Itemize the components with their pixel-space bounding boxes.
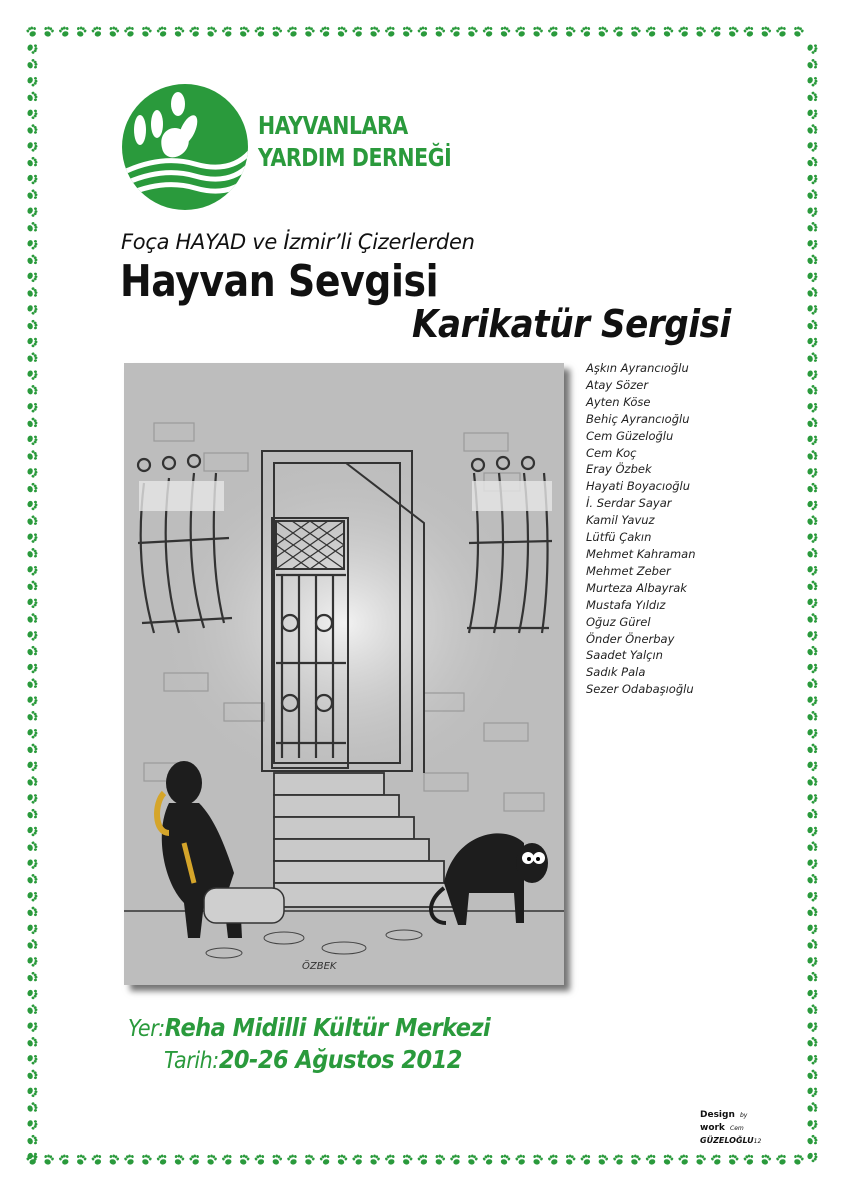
artist-name: Mehmet Kahraman — [586, 546, 696, 561]
paw-print-icon — [26, 254, 39, 267]
paw-print-icon — [123, 25, 136, 38]
paw-print-icon — [806, 42, 819, 55]
paw-print-icon — [26, 727, 39, 740]
paw-print-icon — [26, 352, 39, 365]
paw-print-icon — [26, 466, 39, 479]
paw-print-icon — [482, 1153, 495, 1166]
paw-print-icon — [26, 286, 39, 299]
artist-name: Lütfü Çakın — [586, 530, 652, 545]
title-line-2: Karikatür Sergisi — [412, 302, 731, 346]
paw-print-icon — [26, 42, 39, 55]
artist-name: Sezer Odabaşıoğlu — [586, 682, 694, 697]
paw-print-icon — [806, 922, 819, 935]
paw-print-icon — [26, 955, 39, 968]
paw-print-icon — [26, 515, 39, 528]
paw-print-icon — [806, 547, 819, 560]
paw-print-icon — [806, 792, 819, 805]
paw-print-icon — [629, 25, 642, 38]
paw-print-icon — [466, 25, 479, 38]
paw-print-icon — [792, 1153, 805, 1166]
artist-name: Kamil Yavuz — [586, 513, 655, 528]
paw-print-icon — [806, 873, 819, 886]
credit-surname: GÜZELOĞLU — [700, 1136, 754, 1145]
paw-print-icon — [26, 221, 39, 234]
artist-name: Saadet Yalçın — [586, 648, 663, 663]
paw-print-icon — [806, 221, 819, 234]
paw-print-icon — [26, 205, 39, 218]
paw-print-icon — [352, 25, 365, 38]
paw-print-icon — [26, 971, 39, 984]
paw-print-icon — [26, 873, 39, 886]
date — [164, 1045, 462, 1074]
artists-list — [586, 360, 696, 698]
logo-line-2: YARDIM DERNEĞİ — [258, 143, 452, 172]
venue-label: Yer: — [128, 1016, 165, 1042]
paw-print-icon — [26, 417, 39, 430]
paw-print-icon — [26, 825, 39, 838]
artist-name: Behiç Ayrancıoğlu — [586, 411, 690, 426]
paw-print-icon — [205, 25, 218, 38]
paw-print-icon — [26, 433, 39, 446]
artist-name: Önder Önerbay — [586, 631, 675, 646]
paw-print-icon — [596, 25, 609, 38]
subtitle: Foça HAYAD ve İzmir’li Çizerlerden — [121, 230, 475, 254]
paw-print-icon — [743, 25, 756, 38]
paw-print-icon — [26, 75, 39, 88]
paw-print-icon — [806, 417, 819, 430]
paw-print-icon — [806, 727, 819, 740]
paw-print-icon — [806, 596, 819, 609]
paw-print-icon — [26, 678, 39, 691]
paw-print-icon — [806, 938, 819, 951]
paw-print-icon — [806, 678, 819, 691]
paw-print-icon — [368, 1153, 381, 1166]
artist-name: İ. Serdar Sayar — [586, 496, 672, 511]
artist-name: Mustafa Yıldız — [586, 597, 666, 612]
paw-print-icon — [806, 286, 819, 299]
paw-print-icon — [662, 1153, 675, 1166]
paw-print-icon — [806, 303, 819, 316]
cartoon-signature: ÖZBEK — [302, 961, 337, 972]
paw-print-icon — [336, 1153, 349, 1166]
paw-print-icon — [662, 25, 675, 38]
paw-print-icon — [806, 189, 819, 202]
paw-print-icon — [806, 499, 819, 512]
paw-print-icon — [806, 1053, 819, 1066]
paw-print-icon — [612, 25, 625, 38]
artist-name: Sadık Pala — [586, 665, 646, 680]
paw-print-icon — [806, 1151, 819, 1164]
venue — [128, 1013, 490, 1042]
paw-print-icon — [629, 1153, 642, 1166]
paw-print-icon — [107, 25, 120, 38]
paw-print-icon — [694, 1153, 707, 1166]
paw-print-icon — [26, 499, 39, 512]
paw-print-icon — [433, 25, 446, 38]
artist-name: Hayati Boyacıoğlu — [586, 479, 691, 494]
paw-print-icon — [107, 1153, 120, 1166]
paw-print-icon — [806, 173, 819, 186]
paw-print-icon — [140, 1153, 153, 1166]
paw-print-icon — [26, 662, 39, 675]
paw-print-icon — [26, 482, 39, 495]
paw-print-icon — [806, 156, 819, 169]
paw-print-icon — [26, 140, 39, 153]
paw-print-icon — [42, 1153, 55, 1166]
artist-name: Atay Sözer — [586, 377, 649, 392]
paw-print-icon — [806, 384, 819, 397]
paw-print-icon — [26, 596, 39, 609]
paw-print-icon — [792, 25, 805, 38]
paw-print-icon — [806, 1004, 819, 1017]
paw-print-icon — [806, 515, 819, 528]
logo-text — [258, 110, 451, 174]
paw-print-icon — [205, 1153, 218, 1166]
paw-print-icon — [123, 1153, 136, 1166]
paw-print-icon — [26, 890, 39, 903]
paw-print-icon — [401, 25, 414, 38]
paw-print-icon — [26, 58, 39, 71]
credit-year: 12 — [753, 1138, 762, 1145]
paw-print-icon — [806, 466, 819, 479]
paw-print-icon — [26, 107, 39, 120]
paw-print-icon — [319, 25, 332, 38]
paw-print-icon — [26, 25, 39, 38]
paw-print-icon — [26, 841, 39, 854]
paw-print-icon — [743, 1153, 756, 1166]
artist-name: Mehmet Zeber — [586, 563, 671, 578]
paw-print-icon — [806, 319, 819, 332]
paw-print-icon — [26, 123, 39, 136]
paw-print-icon — [694, 25, 707, 38]
artist-name: Murteza Albayrak — [586, 580, 687, 595]
paw-print-icon — [352, 1153, 365, 1166]
paw-print-icon — [189, 1153, 202, 1166]
venue-value: Reha Midilli Kültür Merkezi — [164, 1013, 491, 1042]
paw-print-icon — [531, 25, 544, 38]
paw-print-icon — [58, 1153, 71, 1166]
paw-print-icon — [482, 25, 495, 38]
paw-print-icon — [238, 1153, 251, 1166]
paw-print-icon — [466, 1153, 479, 1166]
paw-print-icon — [806, 1069, 819, 1082]
credit-work: work — [700, 1123, 725, 1133]
paw-print-icon — [806, 140, 819, 153]
paw-print-icon — [806, 808, 819, 821]
paw-print-icon — [727, 1153, 740, 1166]
paw-print-icon — [449, 25, 462, 38]
paw-print-icon — [806, 759, 819, 772]
paw-print-icon — [806, 743, 819, 756]
paw-print-icon — [727, 25, 740, 38]
paw-print-icon — [26, 1036, 39, 1049]
paw-print-icon — [26, 173, 39, 186]
paw-print-icon — [806, 645, 819, 658]
paw-print-icon — [499, 1153, 512, 1166]
paw-print-icon — [806, 107, 819, 120]
paw-print-icon — [26, 988, 39, 1001]
paw-print-icon — [806, 971, 819, 984]
paw-print-icon — [303, 1153, 316, 1166]
paw-print-icon — [26, 808, 39, 821]
paw-print-icon — [254, 25, 267, 38]
paw-print-icon — [91, 1153, 104, 1166]
artist-name: Aşkın Ayrancıoğlu — [586, 361, 689, 375]
paw-print-icon — [26, 189, 39, 202]
paw-print-icon — [775, 25, 788, 38]
title-line-1: Hayvan Sevgisi — [120, 256, 439, 307]
paw-print-icon — [26, 612, 39, 625]
paw-print-icon — [806, 580, 819, 593]
date-label: Tarih: — [164, 1048, 219, 1074]
paw-print-icon — [26, 547, 39, 560]
paw-print-icon — [26, 303, 39, 316]
paw-print-icon — [384, 25, 397, 38]
paw-print-icon — [286, 1153, 299, 1166]
paw-print-icon — [806, 955, 819, 968]
artist-name: Eray Özbek — [586, 462, 652, 477]
paw-print-icon — [806, 988, 819, 1001]
paw-print-icon — [806, 857, 819, 870]
paw-print-icon — [806, 694, 819, 707]
paw-print-icon — [806, 710, 819, 723]
paw-print-icon — [806, 123, 819, 136]
paw-print-icon — [286, 25, 299, 38]
paw-print-icon — [270, 1153, 283, 1166]
paw-print-icon — [806, 629, 819, 642]
paw-print-icon — [564, 25, 577, 38]
paw-print-icon — [221, 1153, 234, 1166]
paw-print-icon — [806, 890, 819, 903]
paw-print-icon — [26, 319, 39, 332]
artist-name: Ayten Köse — [586, 394, 651, 409]
paw-print-icon — [26, 531, 39, 544]
paw-print-icon — [806, 58, 819, 71]
paw-print-icon — [173, 1153, 186, 1166]
paw-print-icon — [26, 238, 39, 251]
paw-print-icon — [806, 91, 819, 104]
paw-print-icon — [140, 25, 153, 38]
paw-print-icon — [806, 336, 819, 349]
paw-print-icon — [319, 1153, 332, 1166]
paw-print-icon — [531, 1153, 544, 1166]
paw-print-icon — [806, 401, 819, 414]
paw-print-icon — [26, 857, 39, 870]
paw-print-icon — [678, 25, 691, 38]
paw-print-icon — [75, 1153, 88, 1166]
paw-print-icon — [26, 922, 39, 935]
paw-print-icon — [775, 1153, 788, 1166]
paw-print-icon — [303, 25, 316, 38]
paw-print-icon — [26, 1151, 39, 1164]
paw-print-icon — [26, 743, 39, 756]
paw-print-icon — [26, 1134, 39, 1147]
paw-print-icon — [449, 1153, 462, 1166]
paw-print-icon — [678, 1153, 691, 1166]
paw-print-icon — [173, 25, 186, 38]
paw-print-icon — [806, 482, 819, 495]
paw-print-icon — [806, 841, 819, 854]
artist-name: Oğuz Gürel — [586, 614, 651, 629]
paw-print-icon — [26, 368, 39, 381]
paw-print-icon — [26, 759, 39, 772]
paw-print-icon — [806, 906, 819, 919]
paw-print-icon — [254, 1153, 267, 1166]
paw-print-icon — [26, 336, 39, 349]
artist-name: Cem Koç — [586, 445, 637, 460]
paw-print-icon — [26, 645, 39, 658]
logo-line-1: HAYVANLARA — [258, 111, 408, 140]
paw-print-icon — [26, 792, 39, 805]
paw-print-icon — [26, 156, 39, 169]
credit-cem: Cem — [730, 1125, 744, 1132]
cartoon-illustration — [124, 363, 564, 985]
paw-print-icon — [26, 91, 39, 104]
paw-print-icon — [26, 384, 39, 397]
paw-print-icon — [806, 531, 819, 544]
paw-print-icon — [26, 694, 39, 707]
paw-print-icon — [26, 710, 39, 723]
paw-print-icon — [26, 906, 39, 919]
paw-print-icon — [26, 401, 39, 414]
paw-print-icon — [499, 25, 512, 38]
paw-print-icon — [336, 25, 349, 38]
paw-print-icon — [806, 352, 819, 365]
paw-print-icon — [515, 1153, 528, 1166]
paw-print-icon — [156, 1153, 169, 1166]
paw-print-icon — [221, 25, 234, 38]
paw-print-icon — [806, 1118, 819, 1131]
credit-design: Design — [700, 1110, 735, 1120]
paw-print-icon — [26, 564, 39, 577]
paw-print-icon — [806, 368, 819, 381]
paw-print-icon — [26, 270, 39, 283]
paw-print-icon — [806, 662, 819, 675]
paw-print-icon — [806, 612, 819, 625]
paw-print-icon — [759, 25, 772, 38]
date-value: 20-26 Ağustos 2012 — [218, 1045, 462, 1074]
paw-print-icon — [596, 1153, 609, 1166]
paw-print-icon — [806, 1085, 819, 1098]
paw-print-icon — [806, 1101, 819, 1114]
paw-print-icon — [612, 1153, 625, 1166]
paw-print-icon — [806, 254, 819, 267]
paw-print-icon — [189, 25, 202, 38]
artist-name: Cem Güzeloğlu — [586, 428, 674, 443]
paw-print-icon — [515, 25, 528, 38]
paw-print-icon — [806, 825, 819, 838]
paw-print-icon — [806, 1020, 819, 1033]
hayad-logo-icon — [120, 82, 250, 212]
paw-print-icon — [58, 25, 71, 38]
paw-print-icon — [75, 25, 88, 38]
paw-print-icon — [806, 75, 819, 88]
paw-print-icon — [384, 1153, 397, 1166]
design-credit — [700, 1107, 761, 1146]
paw-print-icon — [26, 580, 39, 593]
paw-print-icon — [806, 238, 819, 251]
paw-print-icon — [806, 449, 819, 462]
paw-print-icon — [564, 1153, 577, 1166]
paw-print-icon — [26, 1004, 39, 1017]
paw-print-icon — [417, 25, 430, 38]
paw-print-icon — [368, 25, 381, 38]
paw-print-icon — [645, 1153, 658, 1166]
paw-print-icon — [580, 1153, 593, 1166]
paw-print-icon — [91, 25, 104, 38]
paw-print-icon — [547, 1153, 560, 1166]
paw-print-icon — [26, 1020, 39, 1033]
paw-print-icon — [580, 25, 593, 38]
paw-print-icon — [156, 25, 169, 38]
paw-print-icon — [26, 1101, 39, 1114]
paw-print-icon — [806, 205, 819, 218]
paw-print-icon — [26, 1118, 39, 1131]
paw-print-icon — [26, 1053, 39, 1066]
paw-print-icon — [806, 1036, 819, 1049]
paw-print-icon — [26, 775, 39, 788]
paw-print-icon — [26, 1085, 39, 1098]
paw-print-icon — [433, 1153, 446, 1166]
paw-print-icon — [547, 25, 560, 38]
paw-print-icon — [645, 25, 658, 38]
paw-print-icon — [806, 1134, 819, 1147]
paw-print-icon — [806, 433, 819, 446]
paw-print-icon — [710, 1153, 723, 1166]
paw-print-icon — [417, 1153, 430, 1166]
paw-print-icon — [26, 938, 39, 951]
paw-print-icon — [26, 1069, 39, 1082]
paw-print-icon — [42, 25, 55, 38]
paw-print-icon — [806, 564, 819, 577]
paw-print-icon — [806, 775, 819, 788]
paw-print-icon — [401, 1153, 414, 1166]
paw-print-icon — [26, 629, 39, 642]
paw-print-icon — [806, 270, 819, 283]
paw-print-icon — [759, 1153, 772, 1166]
paw-print-icon — [26, 449, 39, 462]
paw-print-icon — [238, 25, 251, 38]
paw-print-icon — [710, 25, 723, 38]
credit-by: by — [739, 1112, 748, 1119]
paw-print-icon — [270, 25, 283, 38]
